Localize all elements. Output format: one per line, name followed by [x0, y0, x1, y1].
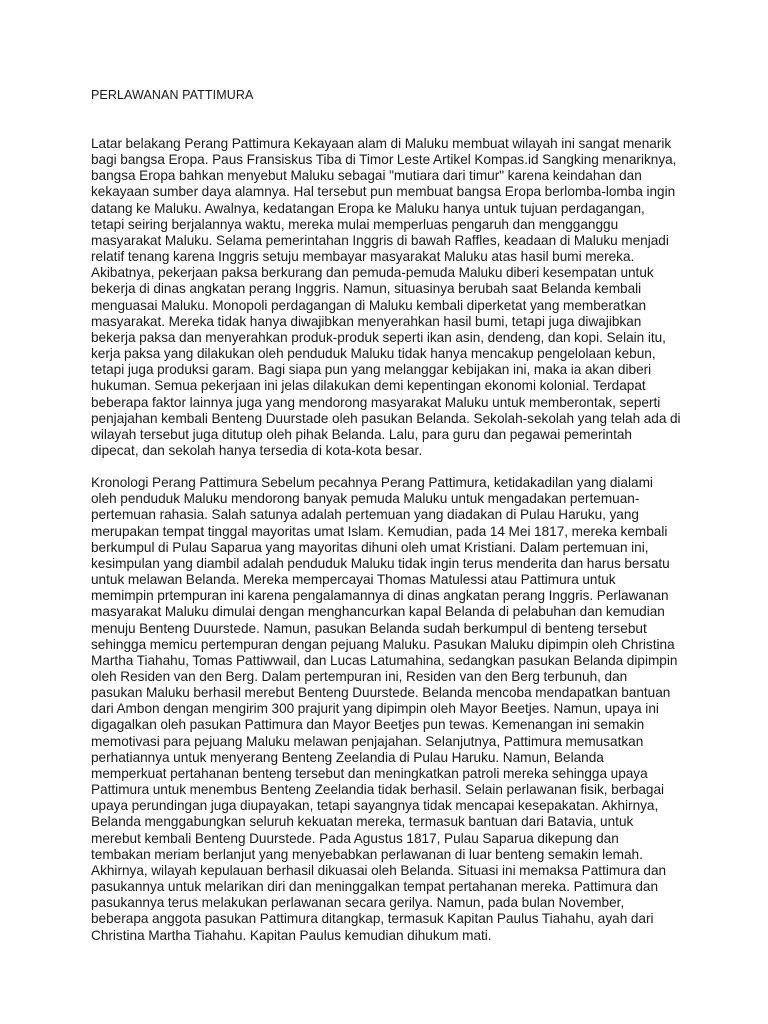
document-title: PERLAWANAN PATTIMURA [91, 88, 254, 102]
document-body [91, 136, 681, 944]
paragraph-latar-belakang: Latar belakang Perang Pattimura Kekayaan alam di Maluku membuat wilayah ini sangat menarik bagi bangsa Eropa. Paus Fransiskus Tiba di Timor Leste Artikel Kompas.id Sangking menariknya, bangsa Eropa bahkan menyebut Maluku sebagai "mutiara dari timur" karena keindahan dan kekayaan sumber daya alamnya. Hal tersebut pun membuat bangsa Eropa berlomba-lomba ingin datang ke Maluku. Awalnya, kedatangan Eropa ke Maluku hanya untuk tujuan perdagangan, tetapi seiring berjalannya waktu, mereka mulai memperluas pengaruh dan mengganggu masyarakat Maluku. Selama pemerintahan Inggris di bawah Raffles, keadaan di Maluku menjadi relatif tenang karena Inggris setuju membayar masyarakat Maluku atas hasil bumi mereka. Akibatnya, pekerjaan paksa berkurang dan pemuda-pemuda Maluku diberi kesempatan untuk bekerja di dinas angkatan perang Inggris. Namun, situasinya berubah saat Belanda kembali menguasai Maluku. Monopoli perdagangan di Maluku kembali diperketat yang memberatkan masyarakat. Mereka tidak hanya diwajibkan menyerahkan hasil bumi, tetapi juga diwajibkan bekerja paksa dan menyerahkan produk-produk seperti ikan asin, dendeng, dan kopi. Selain itu, kerja paksa yang dilakukan oleh penduduk Maluku tidak hanya mencakup pengelolaan kebun, tetapi juga produksi garam. Bagi siapa pun yang melanggar kebijakan ini, maka ia akan diberi hukuman. Semua pekerjaan ini jelas dilakukan demi kepentingan ekonomi kolonial. Terdapat beberapa faktor lainnya juga yang mendorong masyarakat Maluku untuk memberontak, seperti penjajahan kembali Benteng Duurstade oleh pasukan Belanda. Sekolah-sekolah yang telah ada di wilayah tersebut juga ditutup oleh pihak Belanda. Lalu, para guru dan pegawai pemerintah dipecat, dan sekolah hanya tersedia di kota-kota besar. [91, 136, 681, 458]
paragraph-kronologi: Kronologi Perang Pattimura Sebelum pecahnya Perang Pattimura, ketidakadilan yang dialami oleh penduduk Maluku mendorong banyak pemuda Maluku untuk mengadakan pertemuan-pertemuan rahasia. Salah satunya adalah pertemuan yang diadakan di Pulau Haruku, yang merupakan tempat tinggal mayoritas umat Islam. Kemudian, pada 14 Mei 1817, mereka kembali berkumpul di Pulau Saparua yang mayoritas dihuni oleh umat Kristiani. Dalam pertemuan ini, kesimpulan yang diambil adalah penduduk Maluku tidak ingin terus menderita dan harus bersatu untuk melawan Belanda. Mereka mempercayai Thomas Matulessi atau Pattimura untuk memimpin prtempuran ini karena pengalamannya di dinas angkatan perang Inggris. Perlawanan masyarakat Maluku dimulai dengan menghancurkan kapal Belanda di pelabuhan dan kemudian menuju Benteng Duurstede. Namun, pasukan Belanda sudah berkumpul di benteng tersebut sehingga memicu pertempuran dengan pejuang Maluku. Pasukan Maluku dipimpin oleh Christina Martha Tiahahu, Tomas Pattiwwail, dan Lucas Latumahina, sedangkan pasukan Belanda dipimpin oleh Residen van den Berg. Dalam pertempuran ini, Residen van den Berg terbunuh, dan pasukan Maluku berhasil merebut Benteng Duurstede. Belanda mencoba mendapatkan bantuan dari Ambon dengan mengirim 300 prajurit yang dipimpin oleh Mayor Beetjes. Namun, upaya ini digagalkan oleh pasukan Pattimura dan Mayor Beetjes pun tewas. Kemenangan ini semakin memotivasi para pejuang Maluku melawan penjajahan. Selanjutnya, Pattimura memusatkan perhatiannya untuk menyerang Benteng Zeelandia di Pulau Haruku. Namun, Belanda memperkuat pertahanan benteng tersebut dan meningkatkan patroli mereka sehingga upaya Pattimura untuk menembus Benteng Zeelandia tidak berhasil. Selain perlawanan fisik, berbagai upaya perundingan juga diupayakan, tetapi sayangnya tidak mencapai kesepakatan. Akhirnya, Belanda menggabungkan seluruh kekuatan mereka, termasuk bantuan dari Batavia, untuk merebut kembali Benteng Duurstede. Pada Agustus 1817, Pulau Saparua dikepung dan tembakan meriam berlanjut yang menyebabkan perlawanan di luar benteng semakin lemah. Akhirnya, wilayah kepulauan berhasil dikuasai oleh Belanda. Situasi ini memaksa Pattimura dan pasukannya untuk melarikan diri dan meninggalkan tempat pertahanan mereka. Pattimura dan pasukannya terus melakukan perlawanan secara gerilya. Namun, pada bulan November, beberapa anggota pasukan Pattimura ditangkap, termasuk Kapitan Paulus Tiahahu, ayah dari Christina Martha Tiahahu. Kapitan Paulus kemudian dihukum mati. [91, 475, 678, 943]
